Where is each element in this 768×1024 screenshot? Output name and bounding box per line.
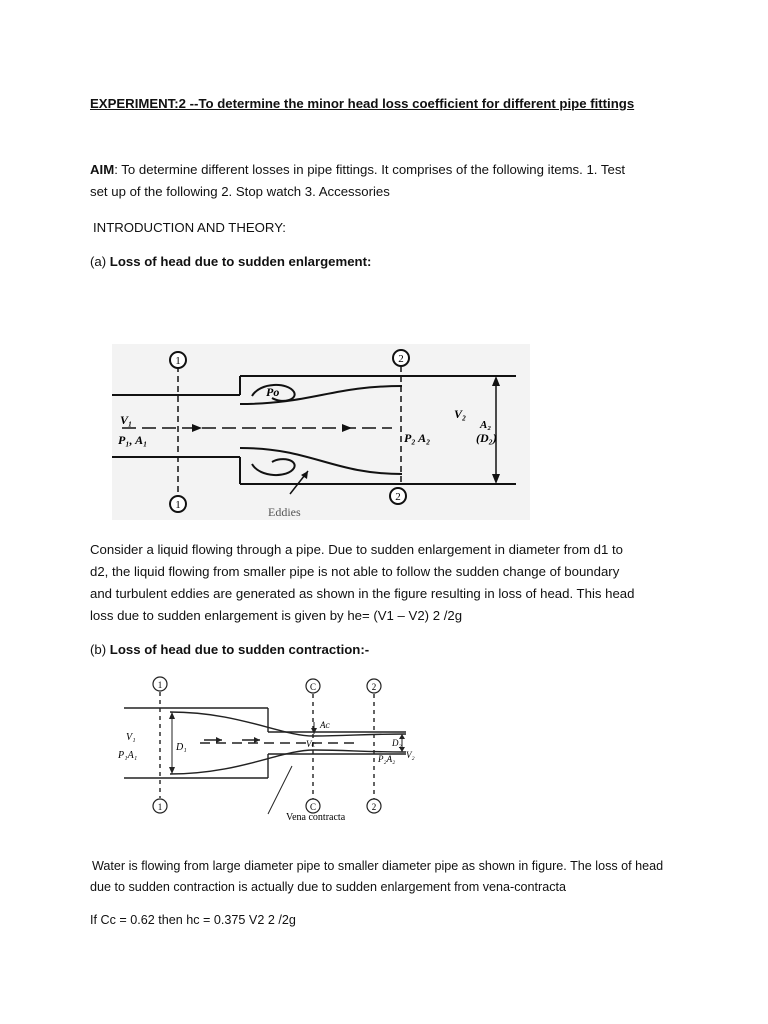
section-a-para-1: Consider a liquid flowing through a pipe. Due to sudden enlargement in diameter from d1 to (90, 542, 623, 557)
ac-label-b: Aᴄ (320, 720, 330, 730)
aim-line-2: set up of the following 2. Stop watch 3. Accessories (90, 184, 390, 199)
page-title: EXPERIMENT:2 --To determine the minor head loss coefficient for different pipe fittings (90, 96, 635, 111)
section-b-heading (90, 639, 369, 661)
v1-label: V₁ (120, 413, 133, 427)
d2-label-b: D₂ (392, 738, 402, 748)
section-c-top-marker (306, 679, 320, 693)
section-2-top-label: 2 (398, 353, 404, 365)
d1-label-b: D₁ (176, 742, 187, 753)
aim-label: AIM (90, 162, 115, 177)
p1a1-label: P₁, A₁ (118, 433, 148, 447)
section-1-top-marker-b (153, 677, 167, 691)
section-a-title: Loss of head due to sudden enlargement: (109, 254, 372, 269)
section-c-bottom-marker (306, 799, 320, 813)
section-c-top-label: C (309, 682, 317, 692)
aim-line-1 (90, 159, 625, 181)
sudden-enlargement-figure (112, 344, 530, 520)
aim-text-1: : To determine different losses in pipe fittings. It comprises of the following items. 1. Test (114, 162, 626, 177)
section-a-heading (90, 251, 371, 273)
section-2-top-marker (393, 350, 409, 366)
vena-contracta-label: Vena contracta (286, 812, 346, 823)
figure-a-background (112, 344, 530, 520)
v2-label-b: V₂ (406, 750, 415, 760)
po-label: Po (266, 385, 280, 399)
section-2-bottom-label: 2 (395, 491, 401, 503)
section-2-bottom-label-b: 2 (371, 802, 377, 812)
section-2-bottom-marker-b (367, 799, 381, 813)
section-b-para-2: due to sudden contraction is actually due to sudden enlargement from vena-contracta (90, 880, 567, 894)
v1-label-b: V₁ (126, 732, 136, 743)
section-1-bottom-marker (170, 496, 186, 512)
section-2-top-marker-b (367, 679, 381, 693)
sudden-contraction-figure (110, 672, 422, 824)
section-1-top-marker (170, 352, 186, 368)
section-1-top-label: 1 (175, 355, 181, 367)
section-b-prefix: (b) (90, 642, 110, 657)
a2-label: A₂ (480, 419, 492, 431)
p2a2-label: P₂ A₂ (404, 431, 431, 445)
section-a-para-4: loss due to sudden enlargement is given by he= (V1 – V2) 2 /2g (90, 608, 463, 623)
section-1-top-label-b: 1 (157, 680, 163, 690)
section-b-para-1: Water is flowing from large diameter pipe to smaller diameter pipe as shown in figure. The loss of head (92, 859, 664, 873)
section-b-formula: If Cc = 0.62 then hc = 0.375 V2 2 /2g (90, 913, 296, 927)
d2-label: (D₂) (476, 431, 497, 445)
eddies-label: Eddies (268, 505, 301, 519)
section-1-bottom-marker-b (153, 799, 167, 813)
vc-label-b: Vc (306, 739, 316, 749)
section-2-bottom-marker (390, 488, 406, 504)
section-c-bottom-label: C (309, 802, 317, 812)
section-a-para-2: d2, the liquid flowing from smaller pipe is not able to follow the sudden change of boundary (90, 564, 620, 579)
p1a1-label-b: P₁A₁ (118, 750, 138, 761)
v2-label: V₂ (454, 407, 467, 421)
section-1-bottom-label-b: 1 (157, 802, 163, 812)
intro-heading: INTRODUCTION AND THEORY: (93, 220, 286, 235)
section-a-para-3: and turbulent eddies are generated as shown in the figure resulting in loss of head. This head (90, 586, 635, 601)
p2a2-label-b: P₂A₂ (378, 754, 396, 764)
section-b-title: Loss of head due to sudden contraction:- (109, 642, 370, 657)
section-2-top-label-b: 2 (371, 682, 377, 692)
section-1-bottom-label: 1 (175, 499, 181, 511)
section-a-prefix: (a) (90, 254, 110, 269)
